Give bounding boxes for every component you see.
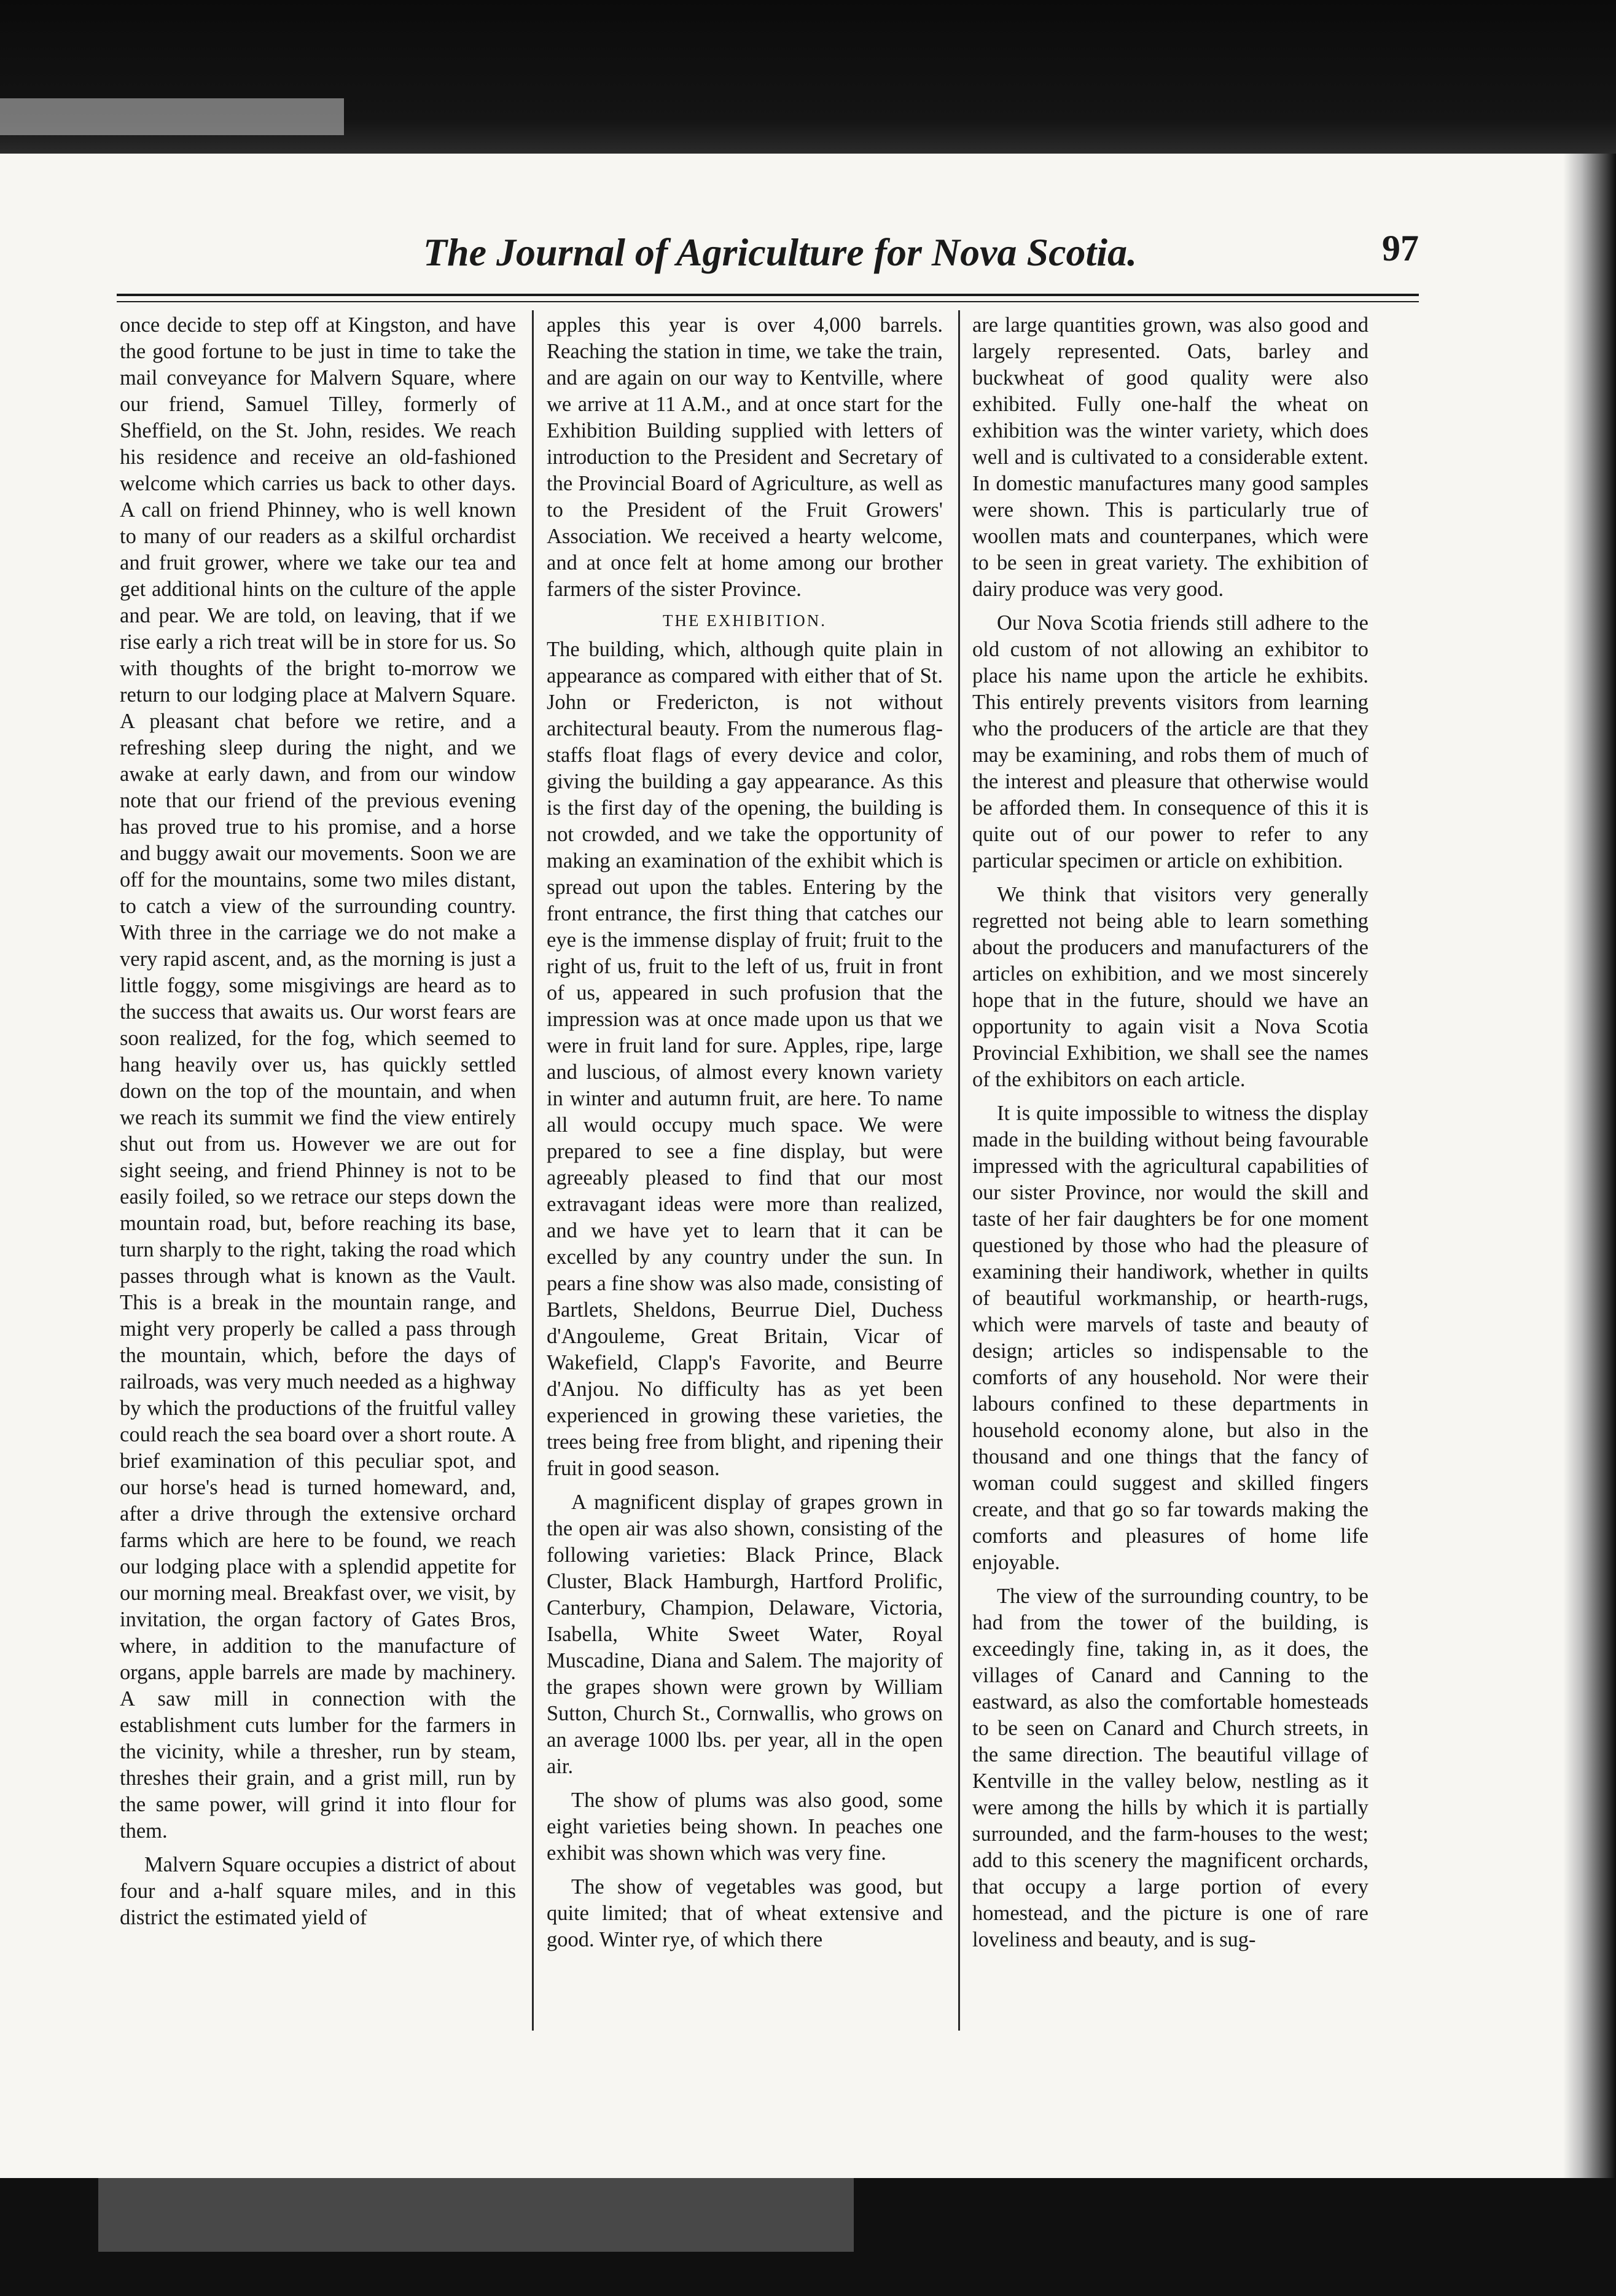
middle-paragraph-1: apples this year is over 4,000 barrels. Reaching the station in time, we take the train, and are again on our way to Kentville, where we arrive at 11 A.M., and at once start for the Exhibition Building supplied with letters of introduction to the President and Secretary of the Provincial Board of Agriculture, as well as to the President of the Fruit Growers' Association. We received a hearty welcome, and at once felt at home among our brother farmers of the sister Province. (547, 313, 943, 601)
scan-border-top (0, 0, 1616, 154)
header-rule-top (117, 294, 1419, 296)
column-left (120, 312, 516, 2026)
left-paragraph-1: once decide to step off at Kingston, and have the good fortune to be just in time to take the mail conveyance for Malvern Square, where our friend, Samuel Tilley, formerly of Sheffield, on the St. John, resides. We reach his residence and receive an old-fashioned welcome which carries us back to other days. A call on friend Phinney, who is well known to many of our readers as a skilful orchardist and fruit grower, where we take our tea and get additional hints on the culture of the apple and pear. We are told, on leaving, that if we rise early a rich treat will be in store for us. So with thoughts of the bright to-morrow we return to our lodging place at Malvern Square. A pleasant chat before we retire, and a refreshing sleep during the night, and we awake at early dawn, and from our window note that our friend of the previous evening has proved true to his promise, and a horse and buggy await our movements. Soon we are off for the mountains, some two miles distant, to catch a view of the surrounding country. With three in the carriage we do not make a very rapid ascent, and, as the morning is just a little foggy, some misgivings are heard as to the success that awaits us. Our worst fears are soon realized, for the fog, which seemed to hang heavily over us, has quickly settled down on the top of the mountain, and when we reach its summit we find the view entirely shut out from us. However we are out for sight seeing, and friend Phinney is not to be easily foiled, so we retrace our steps down the mountain road, but, before reaching its base, turn sharply to the right, taking the road which passes through what is known as the Vault. This is a break in the mountain range, and might very properly be called a pass through the mountain, which, before the days of railroads, was very much needed as a highway by which the productions of the fruitful valley could reach the sea board over a short route. A brief examination of this peculiar spot, and our horse's head is turned homeward, and, after a drive through the extensive orchard farms which are here to be found, we reach our lodging place with a splendid appetite for our morning meal. Breakfast over, we visit, by invitation, the organ factory of Gates Bros, where, in addition to the manufacture of organs, apple barrels are made by machinery. A saw mill in connection with the establishment cuts lumber for the farmers in the vicinity, while a thresher, run by steam, threshes their grain, and a grist mill, run by the same power, will grind it into flour for them. (120, 313, 516, 1843)
section-heading-exhibition: THE EXHIBITION. (663, 611, 827, 630)
column-divider-1 (532, 310, 534, 2031)
middle-paragraph-2: The building, which, although quite plain in appearance as compared with either that of St. John or Fredericton, is not without architectural beauty. From the numerous flag-staffs float flags of every device and color, giving the building a gay appearance. As this is the first day of the opening, the building is not crowded, and we take the opportunity of making an examination of the exhibit which is spread out upon the tables. Entering by the front entrance, the first thing that catches our eye is the immense display of fruit; fruit to the right of us, fruit to the left of us, fruit in front of us, appeared in such profusion that the impression was at once made upon us that we were in fruit land for sure. Apples, ripe, large and luscious, of almost every known variety in winter and autumn fruit, are here. To name all would occupy much space. We were prepared to see a fine display, but were agreeably pleased to find that our most extravagant ideas were more than realized, and we have yet to learn that it can be excelled by any country under the sun. In pears a fine show was also made, consisting of Bartlets, Sheldons, Beurrue Diel, Duchess d'Angouleme, Great Britain, Vicar of Wakefield, Clapp's Favorite, and Beurre d'Anjou. No difficulty has as yet been experienced in growing these varieties, the trees being free from blight, and ripening their fruit in good season. (547, 638, 943, 1480)
header-rule-bottom (117, 301, 1419, 302)
right-paragraph-4: It is quite impossible to witness the display made in the building without being favourable impressed with the agricultural capabilities of our sister Province, nor would the skill and taste of her fair daughters be for one moment questioned by those who had the pleasure of examining their handiwork, whether in quilts of beautiful workmanship, or hearth-rugs, which were marvels of taste and beauty of design; articles so indispensable to the comforts of any household. Nor were their labours confined to these departments in household economy alone, but also in the thousand and one things that the fancy of woman could suggest and skilled fingers create, and that go so far towards making the comforts and pleasures of home life enjoyable. (972, 1102, 1368, 1574)
column-divider-2 (958, 310, 960, 2031)
middle-paragraph-3: A magnificent display of grapes grown in the open air was also shown, consisting of the following varieties: Black Prince, Black Cluster, Black Hamburgh, Hartford Prolific, Canterbury, Champion, Delaware, Victoria, Isabella, White Sweet Water, Royal Muscadine, Diana and Salem. The majority of the grapes shown were grown by William Sutton, Church St., Cornwallis, who grows on an average 1000 lbs. per year, all in the open air. (547, 1491, 943, 1778)
column-middle (547, 312, 943, 2026)
left-paragraph-2: Malvern Square occupies a district of about four and a-half square miles, and in this district the estimated yield of (120, 1853, 516, 1929)
middle-paragraph-5: The show of vegetables was good, but quite limited; that of wheat extensive and good. Winter rye, of which there (547, 1875, 943, 1951)
right-paragraph-5: The view of the surrounding country, to be had from the tower of the building, is exceedingly fine, taking in, as it does, the villages of Canard and Canning to the eastward, as also the comfortable homesteads to be seen on Canard and Church streets, in the same direction. The beautiful village of Kentville in the valley below, nestling as it were among the hills by which it is partially surrounded, and the farm-houses to the west; add to this scenery the magnificent orchards, that occupy a large portion of every homestead, and the picture is one of rare loveliness and beauty, and is sug- (972, 1585, 1368, 1951)
right-paragraph-2: Our Nova Scotia friends still adhere to the old custom of not allowing an exhibitor to place his name upon the article he exhibits. This entirely prevents visitors from learning who the producers of the article are that they may be examining, and robs them of much of the interest and pleasure that otherwise would be afforded them. In consequence of this it is quite out of our power to refer to any particular specimen or article on exhibition. (972, 611, 1368, 872)
column-right (972, 312, 1368, 2026)
journal-title: The Journal of Agriculture for Nova Scotia. (423, 230, 1138, 274)
page-header (117, 221, 1419, 289)
right-paragraph-1: are large quantities grown, was also good and largely represented. Oats, barley and buckwheat of good quality were also exhibited. Fully one-half the wheat on exhibition was the winter variety, which does well and is cultivated to a considerable extent. In domestic manufactures many good samples were shown. This is particularly true of woollen mats and counterpanes, which were to be seen in great variety. The exhibition of dairy produce was very good. (972, 313, 1368, 601)
middle-paragraph-4: The show of plums was also good, some eight varieties being shown. In peaches one exhibit was shown which was very fine. (547, 1789, 943, 1865)
scan-border-bottom (0, 2178, 1616, 2296)
scan-border-right (1563, 154, 1616, 2181)
right-paragraph-3: We think that visitors very generally regretted not being able to learn something about the producers and manufacturers of the articles on exhibition, and we most sincerely hope that in the future, should we have an opportunity to again visit a Nova Scotia Provincial Exhibition, we shall see the names of the exhibitors on each article. (972, 883, 1368, 1091)
page-number: 97 (1382, 228, 1419, 268)
